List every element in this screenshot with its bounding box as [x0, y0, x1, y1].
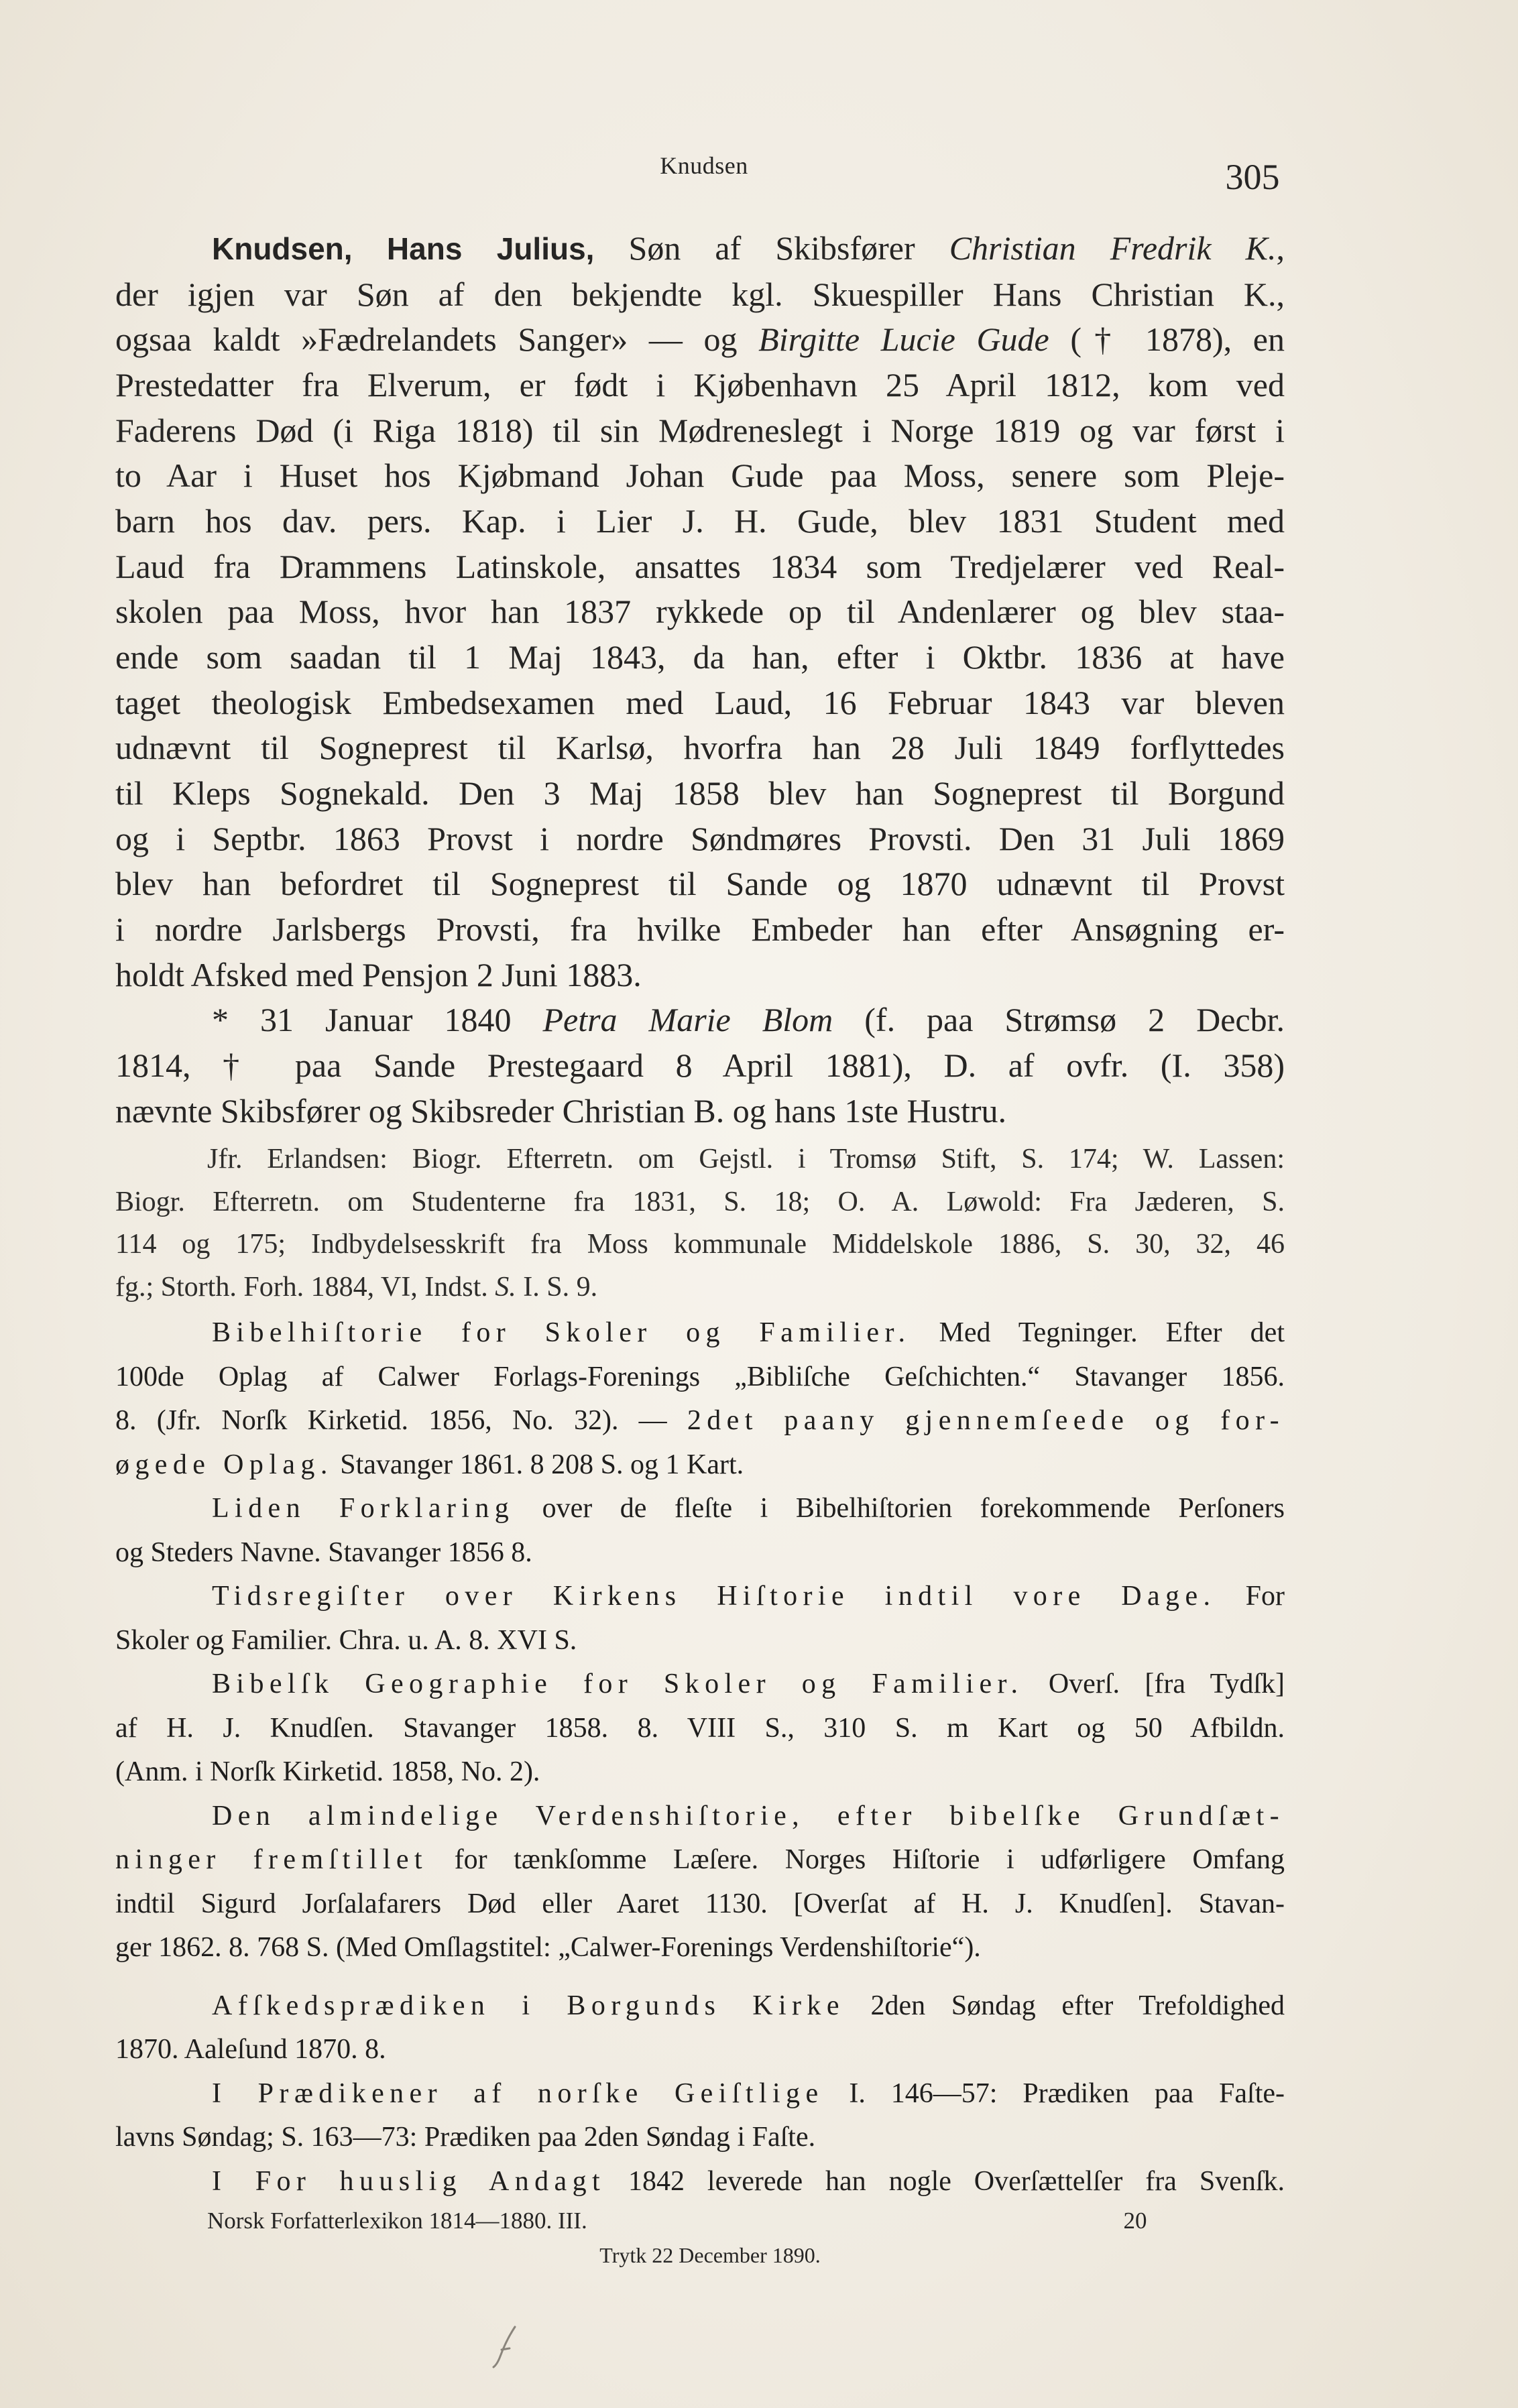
- text-segment: For: [1216, 1581, 1285, 1612]
- text-line: blev han befordret til Sogneprest til Sande og 1870 udnævnt til Provst: [115, 865, 1285, 903]
- italic-text: S.: [495, 1271, 516, 1303]
- paragraph: [115, 2160, 1285, 2204]
- text-line: Laud fra Drammens Latinskole, ansattes 1834 som Tredjelærer ved Real-: [115, 547, 1285, 585]
- italic-text: Birgitte Lucie Gude: [758, 320, 1049, 359]
- paragraph: [115, 1984, 1285, 2072]
- text-line: [115, 1838, 1285, 1882]
- text-line: 1814, † paa Sande Prestegaard 8 April 1881), D. af ovfr. (I. 358): [115, 1046, 1285, 1085]
- text-line: holdt Afsked med Pensjon 2 Juni 1883.: [115, 955, 642, 994]
- text-line: [115, 1795, 1285, 1839]
- text-line: [115, 1663, 1285, 1707]
- text-line: [115, 317, 1285, 363]
- text-segment: Stavanger 1861. 8 208 S. og 1 Kart.: [333, 1449, 744, 1480]
- text-line: Skoler og Familier. Chra. u. A. 8. XVI S.: [115, 1624, 577, 1656]
- paragraph: [115, 1487, 1285, 1575]
- text-segment: (f. paa Strømsø 2 Decbr.: [833, 1001, 1285, 1039]
- text-line: Jfr. Erlandsen: Biogr. Efterretn. om Gejstl. i Tromsø Stift, S. 174; W. Lassen:: [207, 1144, 1285, 1175]
- text-line: og i Septbr. 1863 Provst i nordre Søndmøres Provsti. Den 31 Juli 1869: [115, 819, 1285, 857]
- text-segment: I. 146—57: Prædiken paa Faſte-: [823, 2078, 1285, 2109]
- references-block: [115, 1138, 1285, 1309]
- text-line: udnævnt til Sogneprest til Karlsø, hvorfra han 28 Juli 1849 forflyttedes: [115, 729, 1285, 767]
- text-line: 114 og 175; Indbydelsesskrift fra Moss kommunale Middelskole 1886, S. 30, 32, 46: [115, 1229, 1285, 1260]
- paragraph: [115, 2072, 1285, 2160]
- text-segment: for tænkſomme Læſere. Norges Hiſtorie i udførligere Omfang: [428, 1844, 1285, 1875]
- text-line: ger 1862. 8. 768 S. (Med Omſlagstitel: „Calwer-Forenings Verdenshiſtorie“).: [115, 1932, 981, 1963]
- text-segment: I. S. 9.: [516, 1271, 598, 1303]
- text-segment: over de fleſte i Bibelhiſtorien forekommende Perſoners: [514, 1493, 1285, 1524]
- text-line: skolen paa Moss, hvor han 1837 rykkede op til Andenlærer og blev staa-: [115, 593, 1285, 631]
- text-line: 1870. Aaleſund 1870. 8.: [115, 2034, 386, 2065]
- text-segment: Med Tegninger. Efter det: [911, 1317, 1285, 1348]
- spaced-text: Bibelſk Geographie for Skoler og Familier.: [212, 1669, 1024, 1699]
- bibliography-list: [115, 1311, 1285, 2204]
- text-line: Biogr. Efterretn. om Studenterne fra 1831, S. 18; O. A. Løwold: Fra Jæderen, S.: [115, 1186, 1285, 1217]
- text-line: (Anm. i Norſk Kirketid. 1858, No. 2).: [115, 1756, 540, 1787]
- text-line: [115, 1266, 1285, 1309]
- text-line: til Kleps Sognekald. Den 3 Maj 1858 blev han Sogneprest til Borgund: [115, 774, 1285, 812]
- text-segment: 8. (Jfr. Norſk Kirketid. 1856, No. 32). —: [115, 1405, 687, 1436]
- spaced-text: I Prædikener af norſke Geiſtlige: [212, 2078, 824, 2109]
- text-segment: fg.; Storth. Forh. 1884, VI, Indst.: [115, 1271, 495, 1303]
- spaced-text: Afſkedsprædiken i Borgunds Kirke: [212, 1990, 845, 2021]
- text-line: og Steders Navne. Stavanger 1856 8.: [115, 1537, 532, 1568]
- text-segment: * 31 Januar 1840: [212, 1001, 543, 1039]
- paragraph: [115, 226, 1285, 998]
- text-line: lavns Søndag; S. 163—73: Prædiken paa 2den Søndag i Faſte.: [115, 2122, 816, 2153]
- bold-text: Knudsen, Hans Julius,: [212, 231, 595, 266]
- spaced-text: øgede Oplag.: [115, 1449, 333, 1480]
- text-line: to Aar i Huset hos Kjøbmand Johan Gude paa Moss, senere som Pleje-: [115, 457, 1285, 495]
- italic-text: Petra Marie Blom: [542, 1001, 833, 1039]
- text-line: af H. J. Knudſen. Stavanger 1858. 8. VIII S., 310 S. m Kart og 50 Afbildn.: [115, 1712, 1285, 1744]
- text-segment: 2den Søndag efter Trefoldighed: [844, 1990, 1285, 2021]
- spaced-text: 2det paany gjennemſeede og for-: [687, 1405, 1285, 1436]
- text-line: Prestedatter fra Elverum, er født i Kjøbenhavn 25 April 1812, kom ved: [115, 366, 1285, 404]
- text-line: der igjen var Søn af den bekjendte kgl. Skuespiller Hans Christian K.,: [115, 275, 1285, 313]
- text-line: [115, 1311, 1285, 1356]
- text-segment: ogsaa kaldt »Fædrelandets Sanger» — og: [115, 320, 759, 359]
- text-line: [115, 226, 1285, 272]
- spaced-text: Bibelhiſtorie for Skoler og Familier.: [212, 1317, 911, 1348]
- text-line: 100de Oplag af Calwer Forlags-Forenings „Bibliſche Geſchichten.“ Stavanger 1856.: [115, 1361, 1285, 1392]
- paragraph: [115, 1663, 1285, 1795]
- text-segment: Søn af Skibsfører: [594, 229, 949, 267]
- text-line: i nordre Jarlsbergs Provsti, fra hvilke Embeder han efter Ansøgning er-: [115, 910, 1285, 949]
- text-line: taget theologisk Embedsexamen med Laud, 16 Februar 1843 var bleven: [115, 683, 1285, 721]
- spaced-text: Den almindelige Verdenshiſtorie, efter bibelſke Grundſæt-: [212, 1800, 1285, 1831]
- text-segment: Overſ. [fra Tydſk]: [1023, 1669, 1285, 1699]
- text-line: [115, 998, 1285, 1043]
- text-line: [115, 1575, 1285, 1619]
- text-line: Faderens Død (i Riga 1818) til sin Mødreneslegt i Norge 1819 og var først i: [115, 411, 1285, 449]
- paragraph: [115, 1311, 1285, 1487]
- biography-entry: [115, 226, 1285, 1134]
- text-line: [115, 1487, 1285, 1531]
- running-head: Knudsen: [660, 152, 748, 179]
- paragraph: [115, 1795, 1285, 1970]
- paragraph: [115, 1138, 1285, 1309]
- text-line: [115, 1443, 1285, 1488]
- paragraph: [115, 998, 1285, 1134]
- text-segment: 1842 leverede han nogle Overſættelſer fra Svenſk.: [605, 2165, 1285, 2197]
- footer-printed-note: Trytk 22 December 1890.: [599, 2243, 821, 2267]
- pencil-mark: [489, 2323, 523, 2370]
- text-line: nævnte Skibsfører og Skibsreder Christian B. og hans 1ste Hustru.: [115, 1091, 1007, 1130]
- text-line: [115, 1399, 1285, 1443]
- footer-signature-mark: 20: [1123, 2208, 1147, 2234]
- text-line: ende som saadan til 1 Maj 1843, da han, efter i Oktbr. 1836 at have: [115, 638, 1285, 676]
- spaced-text: Tidsregiſter over Kirkens Hiſtorie indtil vore Dage.: [212, 1581, 1216, 1612]
- text-segment: († 1878), en: [1049, 320, 1285, 359]
- paragraph: [115, 1575, 1285, 1663]
- text-segment: ,: [1276, 229, 1285, 267]
- spaced-text: ninger fremſtillet: [115, 1844, 428, 1875]
- italic-text: Christian Fredrik K.: [949, 229, 1277, 267]
- text-line: indtil Sigurd Jorſalafarers Død eller Aaret 1130. [Overſat af H. J. Knudſen]. Stavan-: [115, 1888, 1285, 1919]
- text-line: [115, 2072, 1285, 2116]
- text-line: [115, 1984, 1285, 2029]
- footer-signature-line: Norsk Forfatterlexikon 1814—1880. III.: [207, 2208, 587, 2234]
- spaced-text: I For huuslig Andagt: [212, 2165, 606, 2197]
- text-line: barn hos dav. pers. Kap. i Lier J. H. Gude, blev 1831 Student med: [115, 502, 1285, 540]
- spaced-text: Liden Forklaring: [212, 1493, 515, 1524]
- text-line: [115, 2160, 1285, 2204]
- page-number: 305: [1225, 157, 1280, 197]
